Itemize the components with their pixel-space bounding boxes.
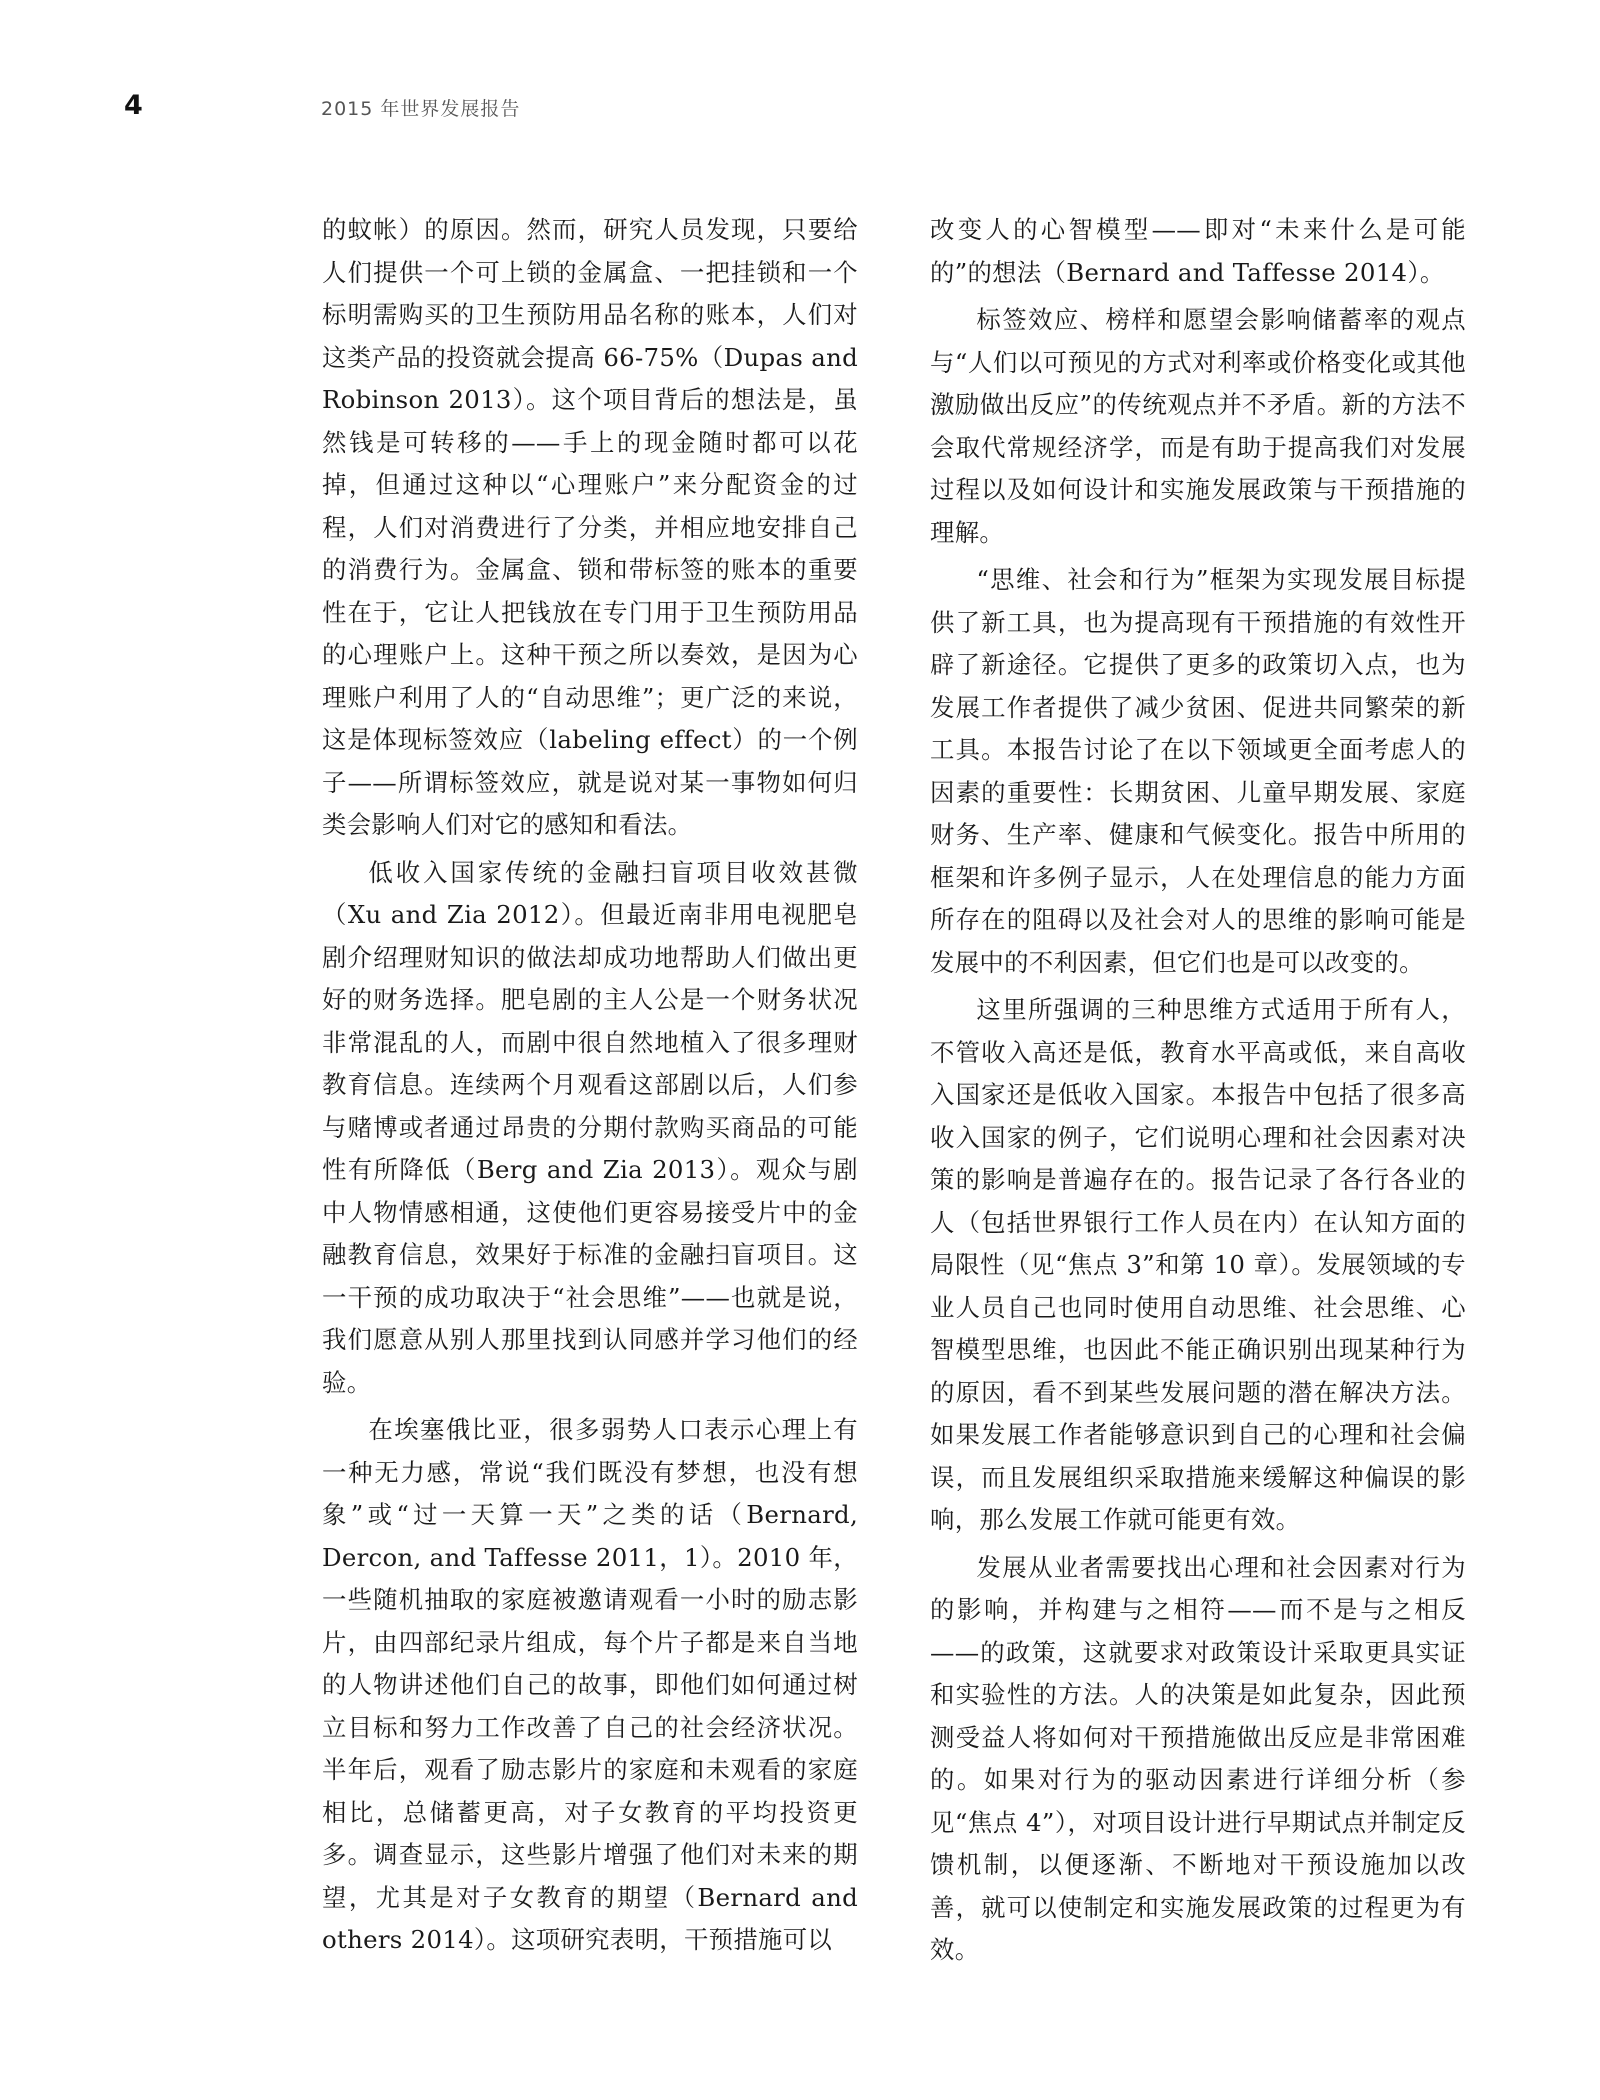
body-paragraph: 的蚊帐）的原因。然而，研究人员发现，只要给人们提供一个可上锁的金属盒、一把挂锁和一个标明需购买的卫生预防用品名称的账本，人们对这类产品的投资就会提高 66-75%（Dupas and Robinson 2013）。这个项目背后的想法是，虽然钱是可转移的——手上的现金随时都可以花掉，但通过这种以“心理账户”来分配资金的过程，人们对消费进行了分类，并相应地安排自己的消费行为。金属盒、锁和带标签的账本的重要性在于，它让人把钱放在专门用于卫生预防用品的心理账户上。这种干预之所以奏效，是因为心理账户利用了人的“自动思维”；更广泛的来说，这是体现标签效应（labeling effect）的一个例子——所谓标签效应，就是说对某一事物如何归类会影响人们对它的感知和看法。 bbox=[322, 215, 858, 839]
body-paragraph: 在埃塞俄比亚，很多弱势人口表示心理上有一种无力感，常说“我们既没有梦想，也没有想象”或“过一天算一天”之类的话（Bernard, Dercon, and Taffesse 2011，1）。2010 年，一些随机抽取的家庭被邀请观看一小时的励志影片，由四部纪录片组成，每个片子都是来自当地的人物讲述他们自己的故事，即他们如何通过树立目标和努力工作改善了自己的社会经济状况。半年后，观看了励志影片的家庭和未观看的家庭相比，总储蓄更高，对子女教育的平均投资更多。调查显示，这些影片增强了他们对未来的期望，尤其是对子女教育的期望（Bernard and others 2014）。这项研究表明，干预措施可以 bbox=[322, 1415, 858, 1954]
running-header-title: 2015 年世界发展报告 bbox=[321, 98, 521, 120]
body-paragraph: 发展从业者需要找出心理和社会因素对行为的影响，并构建与之相符——而不是与之相反——的政策，这就要求对政策设计采取更具实证和实验性的方法。人的决策是如此复杂，因此预测受益人将如何对干预措施做出反应是非常困难的。如果对行为的驱动因素进行详细分析（参见“焦点 4”），对项目设计进行早期试点并制定反馈机制，以便逐渐、不断地对干预设施加以改善，就可以使制定和实施发展政策的过程更为有效。 bbox=[930, 1552, 1466, 1964]
body-paragraph: 低收入国家传统的金融扫盲项目收效甚微（Xu and Zia 2012）。但最近南非用电视肥皂剧介绍理财知识的做法却成功地帮助人们做出更好的财务选择。肥皂剧的主人公是一个财务状况非常混乱的人，而剧中很自然地植入了很多理财教育信息。连续两个月观看这部剧以后，人们参与赌博或者通过昂贵的分期付款购买商品的可能性有所降低（Berg and Zia 2013）。观众与剧中人物情感相通，这使他们更容易接受片中的金融教育信息，效果好于标准的金融扫盲项目。这一干预的成功取决于“社会思维”——也就是说，我们愿意从别人那里找到认同感并学习他们的经验。 bbox=[322, 857, 858, 1397]
body-paragraph: 改变人的心智模型——即对“未来什么是可能的”的想法（Bernard and Taffesse 2014）。 bbox=[930, 215, 1466, 287]
right-text-column bbox=[930, 209, 1466, 1972]
left-text-column bbox=[322, 209, 858, 1962]
page-number: 4 bbox=[124, 90, 143, 121]
body-paragraph: 这里所强调的三种思维方式适用于所有人，不管收入高还是低，教育水平高或低，来自高收入国家还是低收入国家。本报告中包括了很多高收入国家的例子，它们说明心理和社会因素对决策的影响是普遍存在的。报告记录了各行各业的人（包括世界银行工作人员在内）在认知方面的局限性（见“焦点 3”和第 10 章）。发展领域的专业人员自己也同时使用自动思维、社会思维、心智模型思维，也因此不能正确识别出现某种行为的原因，看不到某些发展问题的潜在解决方法。如果发展工作者能够意识到自己的心理和社会偏误，而且发展组织采取措施来缓解这种偏误的影响，那么发展工作就可能更有效。 bbox=[930, 995, 1466, 1534]
body-paragraph: 标签效应、榜样和愿望会影响储蓄率的观点与“人们以可预见的方式对利率或价格变化或其他激励做出反应”的传统观点并不矛盾。新的方法不会取代常规经济学，而是有助于提高我们对发展过程以及如何设计和实施发展政策与干预措施的理解。 bbox=[930, 305, 1466, 547]
page-header bbox=[124, 90, 1524, 130]
body-paragraph: “思维、社会和行为”框架为实现发展目标提供了新工具，也为提高现有干预措施的有效性开辟了新途径。它提供了更多的政策切入点，也为发展工作者提供了减少贫困、促进共同繁荣的新工具。本报告讨论了在以下领域更全面考虑人的因素的重要性：长期贫困、儿童早期发展、家庭财务、生产率、健康和气候变化。报告中所用的框架和许多例子显示，人在处理信息的能力方面所存在的阻碍以及社会对人的思维的影响可能是发展中的不利因素，但它们也是可以改变的。 bbox=[930, 565, 1466, 977]
